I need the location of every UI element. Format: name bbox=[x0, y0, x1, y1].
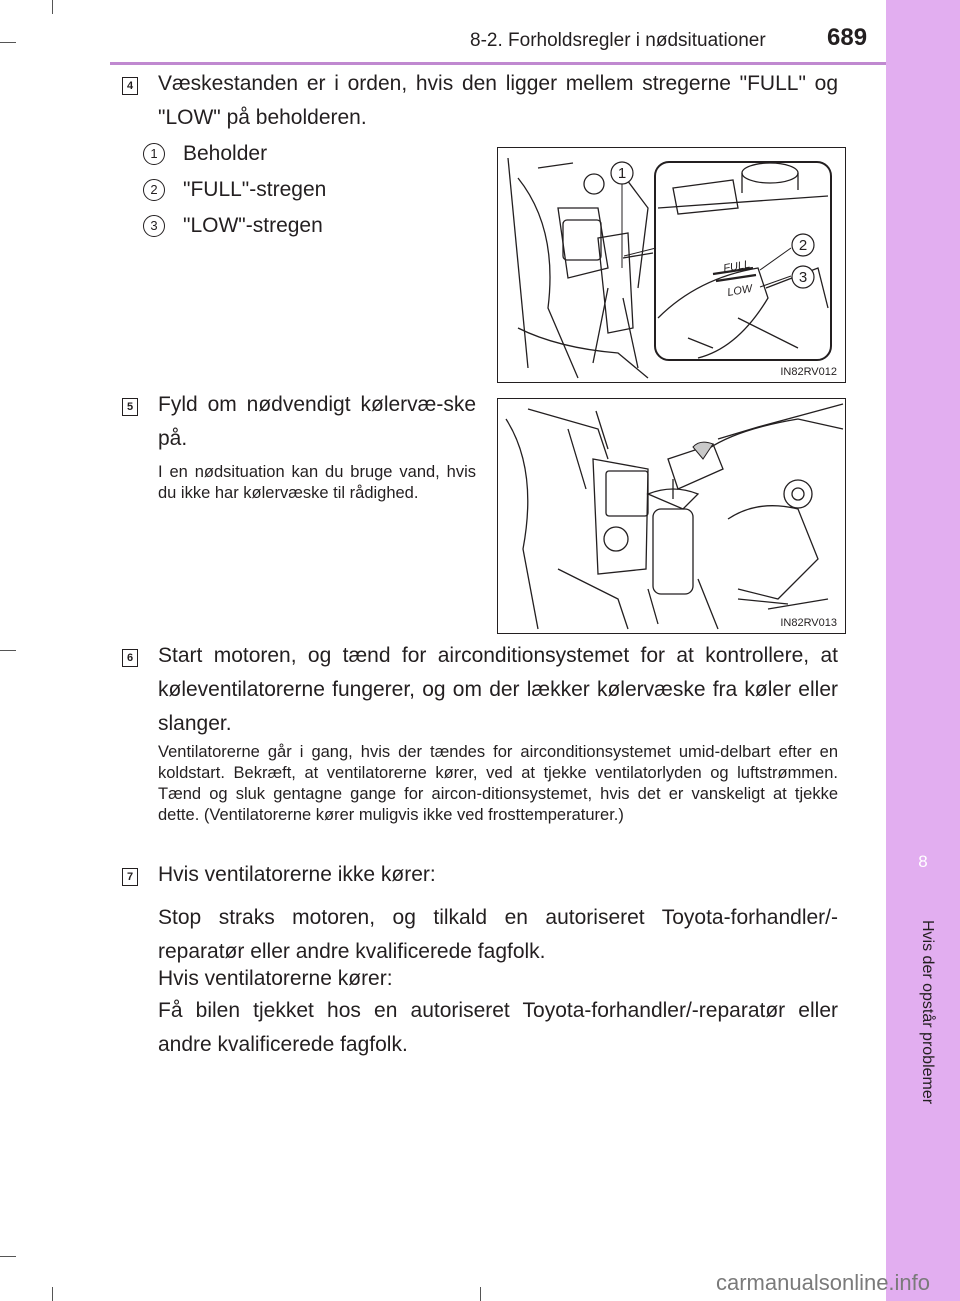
chapter-tab bbox=[886, 0, 960, 1301]
list-item-label: "LOW"-stregen bbox=[183, 214, 323, 237]
refill-coolant-illustration bbox=[497, 398, 846, 634]
callout-1: 1 bbox=[617, 165, 627, 182]
step-number-box: 6 bbox=[122, 649, 138, 667]
step-paragraph: Få bilen tjekket hos en autoriseret Toyota-forhandler/-reparatør eller andre kvalificerede fagfolk. bbox=[158, 999, 838, 1056]
figure-code: IN82RV013 bbox=[780, 617, 837, 629]
step-note: I en nødsituation kan du bruge vand, hvis du ikke har kølervæske til rådighed. bbox=[158, 463, 476, 502]
list-marker: 1 bbox=[143, 143, 165, 165]
step-number-box: 5 bbox=[122, 398, 138, 416]
step-text: Fyld om nødvendigt kølervæ-ske på. bbox=[158, 393, 476, 450]
crop-mark bbox=[480, 1287, 481, 1301]
header-rule bbox=[110, 62, 886, 65]
step-paragraph: Hvis ventilatorerne kører: bbox=[158, 967, 393, 990]
crop-mark bbox=[52, 0, 53, 14]
full-gauge-label: FULL bbox=[722, 258, 752, 275]
step-paragraph: Stop straks motoren, og tilkald en autoriseret Toyota-forhandler/-reparatør eller andre kvalificerede fagfolk. bbox=[158, 906, 838, 963]
coolant-reservoir-illustration bbox=[497, 147, 846, 383]
callout-2: 2 bbox=[798, 237, 808, 254]
crop-mark bbox=[0, 42, 16, 43]
step-note: Ventilatorerne går i gang, hvis der tændes for airconditionsystemet umid-delbart efter en koldstart. Bekræft, at ventilatorerne kører, ved at tjekke ventilatorlyden og luftstrømmen. Tænd og sluk gentagne gange for aircon-ditionsystemet, hvis det er vanskeligt at tjekke dette. (Ventilatorerne kører muligvis ikke ved frosttemperaturer.) bbox=[158, 743, 838, 824]
list-marker: 3 bbox=[143, 215, 165, 237]
callout-3: 3 bbox=[798, 269, 808, 286]
section-title: 8-2. Forholdsregler i nødsituationer bbox=[470, 30, 766, 51]
step-text: Hvis ventilatorerne ikke kører: bbox=[158, 863, 436, 886]
chapter-title: Hvis der opstår problemer bbox=[919, 920, 936, 1105]
chapter-number: 8 bbox=[918, 852, 928, 871]
step-text: Væskestanden er i orden, hvis den ligger mellem stregerne "FULL" og "LOW" på beholderen. bbox=[158, 72, 838, 129]
step-text: Start motoren, og tænd for airconditionsystemet for at kontrollere, at køleventilatorerne fungerer, og om der lækker kølervæske fra køler eller slanger. bbox=[158, 644, 838, 735]
crop-mark bbox=[52, 1287, 53, 1301]
list-marker: 2 bbox=[143, 179, 165, 201]
low-gauge-label: LOW bbox=[726, 282, 754, 299]
funnel-refill-drawing bbox=[498, 399, 845, 633]
list-item-label: "FULL"-stregen bbox=[183, 178, 327, 201]
figure-code: IN82RV012 bbox=[780, 366, 837, 378]
watermark: carmanualsonline.info bbox=[716, 1270, 931, 1295]
crop-mark bbox=[0, 650, 16, 651]
engine-bay-drawing bbox=[498, 148, 845, 382]
crop-mark bbox=[0, 1256, 16, 1257]
step-number-box: 7 bbox=[122, 868, 138, 886]
list-item-label: Beholder bbox=[183, 142, 268, 165]
page-number: 689 bbox=[827, 24, 868, 51]
step-number-box: 4 bbox=[122, 77, 138, 95]
